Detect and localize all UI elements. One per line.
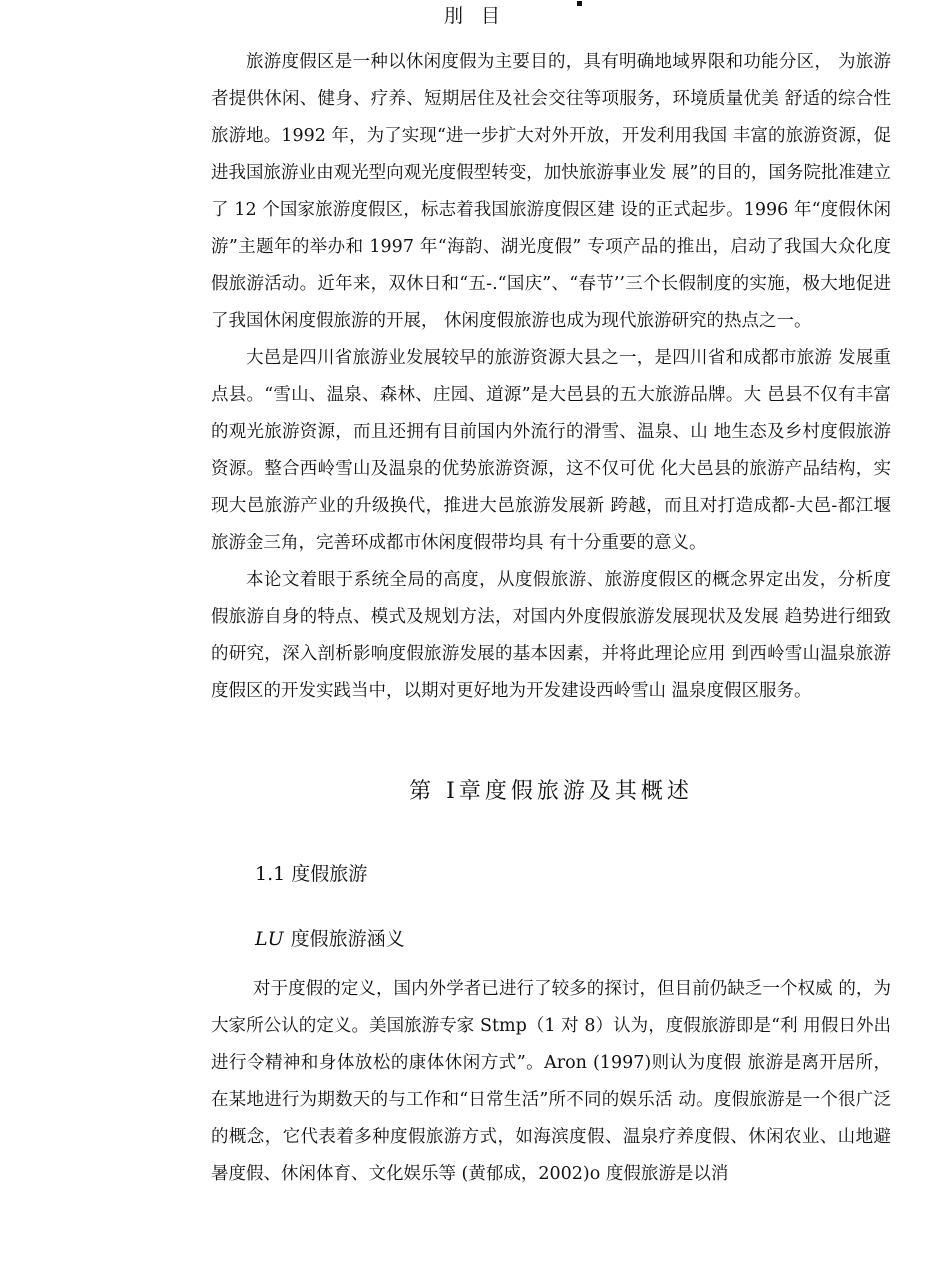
section-paragraph-1: 对于度假的定义，国内外学者已进行了较多的探讨，但目前仍缺乏一个权威 的，为大家所公认的定义。美国旅游专家 Stmp（1 对 8）认为，度假旅游即是“利 用假日外出进行令精神和身体放松的康体休闲方式”。Aron (1997)则认为度假 旅游是离开居所，在某地进行为期数天的与工作和“日常生活”所不同的娱乐活 动。度假旅游是一个很广泛的概念，它代表着多种度假旅游方式，如海滨度假、温泉疗养度假、休闲农业、山地避暑度假、休闲体育、文化娱乐等 (黄郁成，2002)o 度假旅游是以消 [211, 979, 891, 1184]
section-title: 1.1 度假旅游 [255, 863, 368, 885]
preface-body [211, 44, 891, 710]
preface-paragraph-3: 本论文着眼于系统全局的高度，从度假旅游、旅游度假区的概念界定出发，分析度假旅游自身的特点、模式及规划方法，对国内外度假旅游发展现状及发展 趋势进行细致的研究，深入剖析影响度假旅游发展的基本因素，并将此理论应用 到西岭雪山温泉旅游度假区的开发实践当中，以期对更好地为开发建设西岭雪山 温泉度假区服务。 [211, 570, 891, 701]
chapter-title: 第 Ⅰ章度假旅游及其概述 [409, 779, 693, 804]
preface-paragraph-2: 大邑是四川省旅游业发展较早的旅游资源大县之一，是四川省和成都市旅游 发展重点县。“雪山、温泉、森林、庄园、道源”是大邑县的五大旅游品牌。大 邑县不仅有丰富的观光旅游资源，而且还拥有目前国内外流行的滑雪、温泉、山 地生态及乡村度假旅游资源。整合西岭雪山及温泉的优势旅游资源，这不仅可优 化大邑县的旅游产品结构，实现大邑旅游产业的升级换代，推进大邑旅游发展新 跨越，而且对打造成都-大邑-都江堰旅游金三角，完善环成都市休闲度假带均具 有十分重要的意义。 [211, 348, 891, 553]
subsection-number: LU [255, 928, 285, 950]
preface-title: 刖 目 [443, 5, 507, 27]
section-body [211, 971, 891, 1193]
ink-mark [577, 1, 582, 6]
subsection-text: 度假旅游涵义 [284, 928, 405, 950]
subsection-title [255, 925, 405, 953]
preface-paragraph-1: 旅游度假区是一种以休闲度假为主要目的，具有明确地域界限和功能分区， 为旅游者提供休闲、健身、疗养、短期居住及社会交往等项服务，环境质量优美 舒适的综合性旅游地。1992 年，为了实现“进一步扩大对外开放，开发利用我国 丰富的旅游资源，促进我国旅游业由观光型向观光度假型转变，加快旅游事业发 展”的目的，国务院批准建立了 12 个国家旅游度假区，标志着我国旅游度假区建 设的正式起步。1996 年“度假休闲游”主题年的举办和 1997 年“海韵、湖光度假” 专项产品的推出，启动了我国大众化度假旅游活动。近年来，双休日和“五-.“国庆”、“春节’’三个长假制度的实施，极大地促进了我国休闲度假旅游的开展， 休闲度假旅游也成为现代旅游研究的热点之一。 [211, 52, 891, 331]
